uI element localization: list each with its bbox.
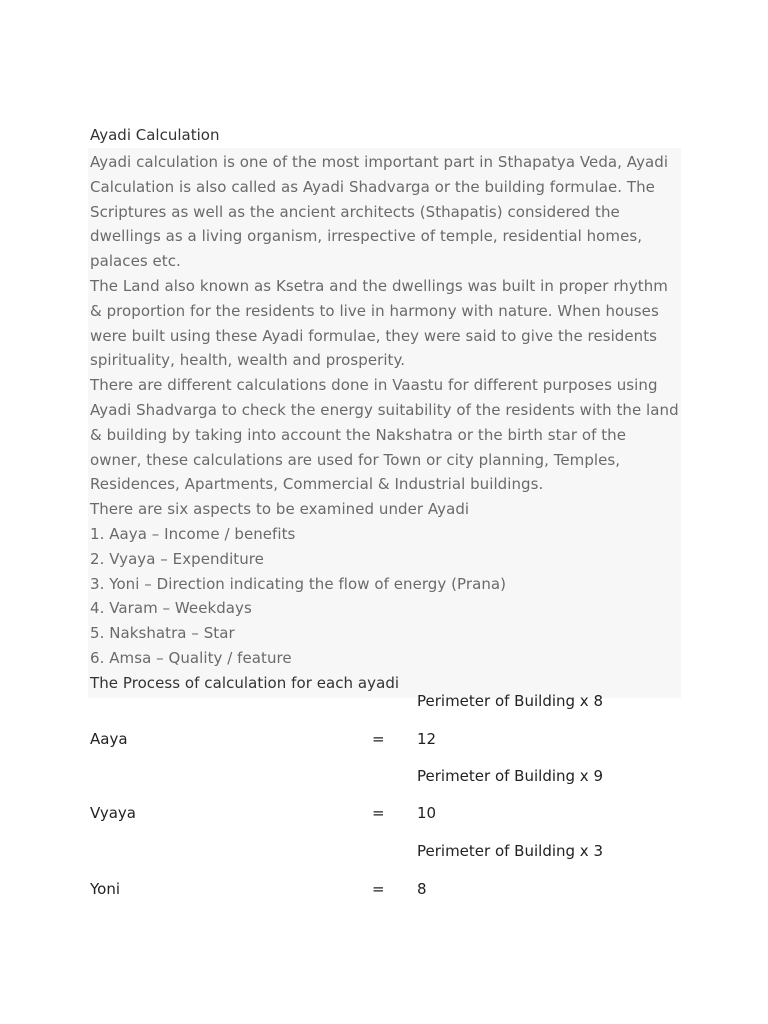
aspect-item-yoni: 3. Yoni – Direction indicating the flow of energy (Prana)	[90, 574, 507, 593]
yoni-result-row	[0, 878, 768, 900]
page-title: Ayadi Calculation	[90, 126, 220, 144]
aspect-item-aaya: 1. Aaya – Income / benefits	[90, 524, 296, 543]
aaya-equals-sign: =	[372, 730, 385, 748]
aaya-formula: Perimeter of Building x 8	[417, 692, 603, 710]
vyaya-divisor: 10	[417, 804, 437, 822]
aspect-item-varam: 4. Varam – Weekdays	[90, 599, 252, 618]
aspect-item-vyaya: 2. Vyaya – Expenditure	[90, 549, 264, 568]
aspect-item-amsa: 6. Amsa – Quality / feature	[90, 648, 292, 667]
body-text-block	[88, 148, 681, 698]
yoni-divisor: 8	[417, 880, 427, 898]
aaya-divisor: 12	[417, 730, 437, 748]
vyaya-formula-row	[0, 765, 768, 787]
yoni-label: Yoni	[90, 880, 121, 898]
yoni-equals-sign: =	[372, 880, 385, 898]
land-paragraph: The Land also known as Ksetra and the dwellings was built in proper rhythm & proportion for the residents to live in harmony with nature. When houses were built using these Ayadi formulae, they were said to give the residents spirituality, health, wealth and prosperity.	[90, 276, 668, 370]
intro-paragraph: Ayadi calculation is one of the most important part in Sthapatya Veda, Ayadi Calculation is also called as Ayadi Shadvarga or the building formulae. The Scriptures as well as the ancient architects (Sthapatis) considered the dwellings as a living organism, irrespective of temple, residential homes, palaces etc.	[90, 153, 669, 271]
six-aspects-intro: There are six aspects to be examined under Ayadi	[90, 500, 470, 519]
vyaya-formula: Perimeter of Building x 9	[417, 767, 603, 785]
aaya-label: Aaya	[90, 730, 128, 748]
yoni-formula: Perimeter of Building x 3	[417, 842, 603, 860]
vyaya-equals-sign: =	[372, 804, 385, 822]
process-intro: The Process of calculation for each ayadi	[90, 673, 400, 692]
calculations-paragraph: There are different calculations done in Vaastu for different purposes using Ayadi Shadvarga to check the energy suitability of the residents with the land & building by taking into account the Nakshatra or the birth star of the owner, these calculations are used for Town or city planning, Temples, Residences, Apartments, Commercial & Industrial buildings.	[90, 376, 679, 494]
vyaya-result-row	[0, 802, 768, 824]
aaya-formula-row	[0, 690, 768, 712]
aaya-result-row	[0, 728, 768, 750]
yoni-formula-row	[0, 840, 768, 862]
vyaya-label: Vyaya	[90, 804, 136, 822]
aspect-item-nakshatra: 5. Nakshatra – Star	[90, 624, 235, 643]
